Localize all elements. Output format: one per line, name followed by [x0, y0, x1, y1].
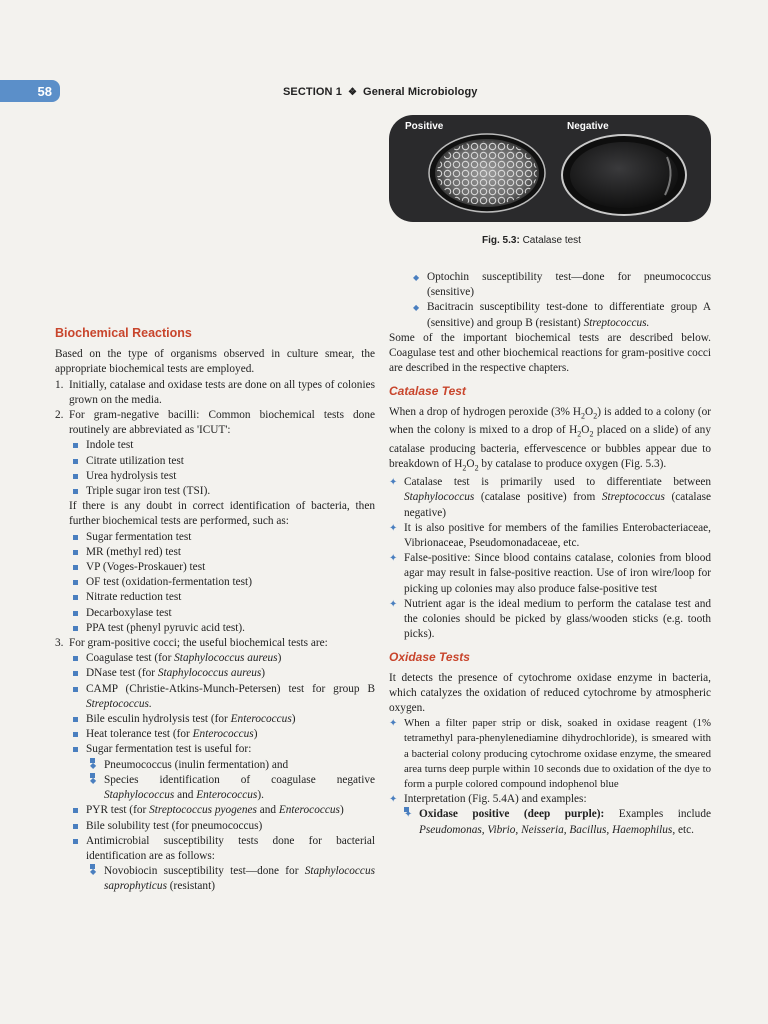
page-number-tab: [0, 80, 60, 102]
catalase-points: [389, 475, 711, 642]
list-item: ✦ Catalase test is primarily used to differentiate between Staphylococcus (catalase positive) from Streptococcus (catalase negative): [389, 475, 711, 521]
list-item: ✦ When a filter paper strip or disk, soaked in oxidase reagent (1% tetramethyl para-phenylenediamine dihydrochloride), is smeared with a bacterial colony producing cytochrome oxidase enzyme, the smeared area turns deep purple within 10 seconds due to oxidation of the dye to form a purple colored compound indophenol blue: [389, 716, 711, 792]
list-item: Antimicrobial susceptibility tests done for bacterial identification are as follows: ◆ Novobiocin susceptibility test—done for Staphylococcus saprophyticus (resistant): [69, 834, 375, 895]
antimicrobial-sublist: [86, 864, 375, 894]
item-text: For gram-positive cocci; the useful biochemical tests are:: [69, 637, 328, 650]
list-item: CAMP (Christie-Atkins-Munch-Petersen) test for group B Streptococcus.: [69, 682, 375, 712]
section-heading: Biochemical Reactions: [55, 326, 192, 340]
oxidase-sublist: [404, 807, 711, 837]
item-text: For gram-negative bacilli: Common biochemical tests done routinely are abbreviated as 'ICUT':: [69, 409, 375, 437]
caption-number: Fig. 5.3:: [482, 235, 520, 246]
sugar-sublist: [86, 758, 375, 804]
list-item: PYR test (for Streptococcus pyogenes and Enterococcus): [69, 803, 375, 818]
list-item: 3. For gram-positive cocci; the useful biochemical tests are:: [55, 636, 375, 651]
list-item: ✦ Oxidase positive (deep purple): Examples include Pseudomonas, Vibrio, Neisseria, Bacillus, Haemophilus, etc.: [404, 807, 711, 837]
list-item: Heat tolerance test (for Enterococcus): [69, 727, 375, 742]
list-item: OF test (oxidation-fermentation test): [69, 575, 375, 590]
icut-list: [69, 438, 375, 499]
list-item: ◆ Pneumococcus (inulin fermentation) and: [86, 758, 375, 773]
list-item: ◆ Species identification of coagulase negative Staphylococcus and Enterococcus).: [86, 773, 375, 803]
diamond-icon: ❖: [347, 87, 358, 98]
list-item: DNase test (for Staphylococcus aureus): [69, 666, 375, 681]
negative-label: Negative: [567, 121, 609, 132]
caption-text: Catalase test: [522, 235, 581, 246]
intro-paragraph: Based on the type of organisms observed in culture smear, the appropriate biochemical tests are employed.: [55, 348, 375, 376]
catalase-heading: Catalase Test: [389, 384, 466, 399]
list-item: Sugar fermentation test is useful for: ◆ Pneumococcus (inulin fermentation) and ◆ Species identification of coagulase negative Staphylococcus and Enterococcus).: [69, 742, 375, 803]
list-item: ✦ Interpretation (Fig. 5.4A) and examples: ✦ Oxidase positive (deep purple): Examples include Pseudomonas, Vibrio, Neisseria, Bacillus, Haemophilus, etc.: [389, 792, 711, 838]
list-item: ✦ False-positive: Since blood contains catalase, colonies from blood agar may result in false-positive reaction. Use of iron wire/loop for picking up colonies may also produce false-positive test: [389, 551, 711, 597]
list-item: ◆ Novobiocin susceptibility test—done for Staphylococcus saprophyticus (resistant): [86, 864, 375, 894]
oxidase-paragraph: It detects the presence of cytochrome oxidase enzyme in bacteria, which catalyzes the oxidation of reduced cytochrome by atmospheric oxygen.: [389, 671, 711, 715]
list-item: 1. Initially, catalase and oxidase tests are done on all types of colonies grown on the media.: [55, 378, 375, 408]
list-item: Triple sugar iron test (TSI).: [69, 484, 375, 499]
list-item: Nitrate reduction test: [69, 590, 375, 605]
list-item: Bile solubility test (for pneumococcus): [69, 819, 375, 834]
list-item: 2. For gram-negative bacilli: Common biochemical tests done routinely are abbreviated as 'ICUT':: [55, 408, 375, 438]
catalase-paragraph: When a drop of hydrogen peroxide (3% $H_2O_2$) is added to a colony (or when the colony is mixed to a drop of $H_2O_2$ placed on a slide) of any catalase producing bacteria, effervescence or bubbles appear due to breakdown of $H_2O_2$ by catalase to produce oxygen (Fig. 5.3).: [389, 405, 712, 472]
list-item: Indole test: [69, 438, 375, 453]
positive-label: Positive: [405, 121, 444, 132]
list-item: Coagulase test (for Staphylococcus aureus): [69, 651, 375, 666]
right-column: [389, 270, 711, 838]
susceptibility-list: [409, 270, 711, 331]
further-tests-list: [69, 530, 375, 636]
list-item: Citrate utilization test: [69, 454, 375, 469]
catalase-figure: [389, 115, 711, 222]
item-text: Initially, catalase and oxidase tests are done on all types of colonies grown on the media.: [69, 378, 375, 406]
doubt-paragraph: If there is any doubt in correct identification of bacteria, then further biochemical tests are performed, such as:: [69, 500, 375, 528]
gram-positive-list: [69, 651, 375, 894]
section-title: General Microbiology: [363, 86, 478, 98]
section-label: SECTION 1: [283, 86, 342, 98]
running-head: [283, 86, 478, 98]
list-item: VP (Voges-Proskauer) test: [69, 560, 375, 575]
list-item: MR (methyl red) test: [69, 545, 375, 560]
left-column: [55, 326, 375, 895]
page-number: 58: [37, 83, 52, 99]
list-item: Sugar fermentation test: [69, 530, 375, 545]
list-item: PPA test (phenyl pyruvic acid test).: [69, 621, 375, 636]
list-item: ✦ Nutrient agar is the ideal medium to perform the catalase test and the colonies should be picked by glass/wooden sticks (e.g. tooth picks).: [389, 597, 711, 643]
figure-caption: [482, 235, 581, 246]
list-item: ◆ Optochin susceptibility test—done for pneumococcus (sensitive): [409, 270, 711, 300]
list-item: ◆ Bacitracin susceptibility test-done to differentiate group A (sensitive) and group B (resistant) Streptococcus.: [409, 300, 711, 330]
oxidase-points: [389, 716, 711, 838]
list-item: Bile esculin hydrolysis test (for Enterococcus): [69, 712, 375, 727]
list-item: Urea hydrolysis test: [69, 469, 375, 484]
oxidase-heading: Oxidase Tests: [389, 650, 470, 665]
intro-paragraph: Some of the important biochemical tests are described below. Coagulase test and other biochemical reactions for gram-positive cocci are described in the respective chapters.: [389, 331, 711, 375]
list-item: ✦ It is also positive for members of the families Enterobacteriaceae, Vibrionaceae, Pseudomonadaceae, etc.: [389, 521, 711, 551]
list-item: Decarboxylase test: [69, 606, 375, 621]
